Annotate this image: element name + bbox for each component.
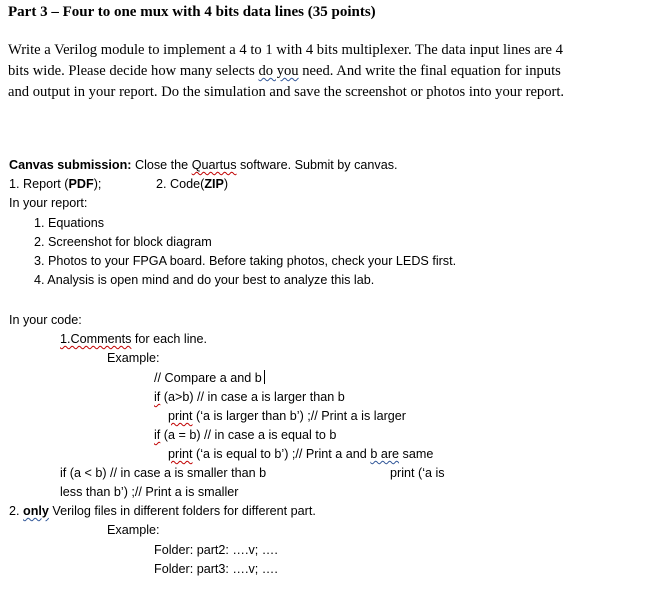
example-label: Example: (107, 523, 160, 537)
report-format: PDF (68, 177, 94, 191)
canvas-submission-line (9, 158, 398, 172)
spell-flag-quartus: Quartus (191, 158, 237, 172)
canvas-label: Canvas submission: (9, 158, 132, 172)
report-list-item: 4. Analysis is open mind and do your best to analyze this lab. (34, 273, 375, 287)
verilog-item-c: Verilog files in different folders for different part. (48, 504, 316, 518)
report-item-a: 1. Report ( (9, 177, 69, 191)
code-line-5c: same (399, 447, 434, 461)
code-line (168, 409, 406, 423)
code-item (156, 177, 228, 191)
grammar-flag-only: only (23, 504, 49, 518)
code-line (154, 370, 265, 385)
in-your-report-heading: In your report: (9, 196, 88, 210)
code-line: if (a < b) // in case a is smaller than b (60, 466, 267, 480)
canvas-text-a: Close the (131, 158, 192, 172)
code-line: less than b’) ;// Print a is smaller (60, 485, 239, 499)
section-title: Part 3 – Four to one mux with 4 bits data lines (35 points) (8, 4, 376, 20)
canvas-text-b: software. Submit by canvas. (236, 158, 398, 172)
report-list-item: 2. Screenshot for block diagram (34, 235, 212, 249)
spell-flag-comments: 1.Comments (60, 332, 132, 346)
spell-flag-if: if (154, 390, 161, 404)
text-cursor (264, 370, 265, 384)
code-item-c: ) (223, 177, 229, 191)
spell-flag-print: print (168, 447, 193, 461)
verilog-item (9, 504, 316, 518)
code-line-2: (a>b) // in case a is larger than b (160, 390, 345, 404)
code-line (154, 390, 345, 404)
code-line-wrapped: print (‘a is (390, 466, 445, 480)
code-format: ZIP (204, 177, 224, 191)
comments-rest: for each line. (131, 332, 207, 346)
report-item (9, 177, 101, 191)
intro-line-2 (8, 61, 638, 82)
spell-flag-print: print (168, 409, 193, 423)
in-your-code-heading: In your code: (9, 313, 82, 327)
spell-flag-if: if (154, 428, 161, 442)
example-label: Example: (107, 351, 160, 365)
intro-paragraph (8, 40, 638, 103)
folder-line: Folder: part2: ….v; …. (154, 543, 278, 557)
code-line-1: // Compare a and b (154, 371, 262, 385)
report-list-item: 3. Photos to your FPGA board. Before taking photos, check your LEDS first. (34, 254, 457, 268)
code-line-5a: (‘a is equal to b’) ;// Print a and (192, 447, 371, 461)
code-line-4: (a = b) // in case a is equal to b (160, 428, 337, 442)
folder-line: Folder: part3: ….v; …. (154, 562, 278, 576)
intro-line-2a: bits wide. Please decide how many selects (8, 63, 259, 79)
intro-line-2c: need. And write the final equation for inputs (298, 63, 561, 79)
code-line-3: (‘a is larger than b’) ;// Print a is larger (192, 409, 406, 423)
intro-line-3: and output in your report. Do the simulation and save the screenshot or photos into your report. (8, 84, 565, 100)
comments-line (60, 332, 207, 346)
code-line (168, 447, 433, 461)
code-line (154, 428, 336, 442)
code-item-a: 2. Code( (156, 177, 205, 191)
grammar-flag-do-you: do you (258, 63, 299, 79)
grammar-flag-b-are: b are (370, 447, 400, 461)
intro-line-1: Write a Verilog module to implement a 4 to 1 with 4 bits multiplexer. The data input lines are 4 (8, 42, 563, 58)
report-list-item: 1. Equations (34, 216, 105, 230)
report-item-c: ); (93, 177, 102, 191)
verilog-item-a: 2. (9, 504, 24, 518)
